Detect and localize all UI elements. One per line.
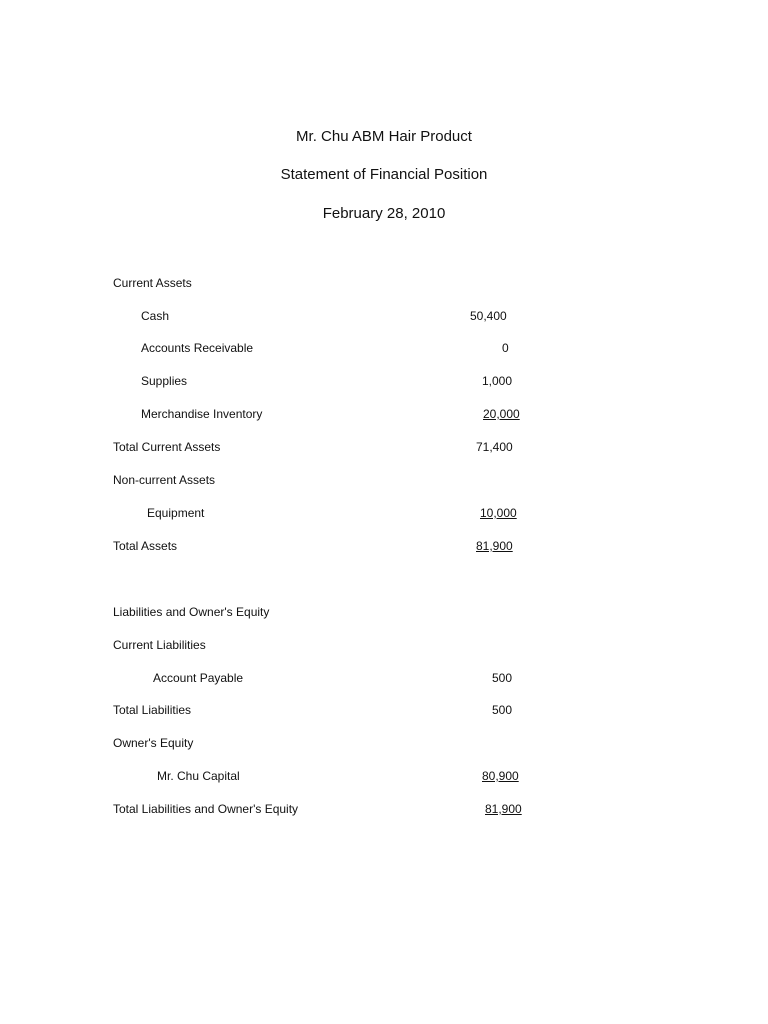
- line-item-account-payable: [0, 670, 768, 686]
- total-current-assets-label: Total Current Assets: [113, 440, 221, 454]
- current-assets-heading-row: [0, 275, 768, 291]
- line-item-amount: 1,000: [482, 374, 513, 388]
- total-assets-amount: 81,900: [476, 539, 513, 553]
- line-item-label: Merchandise Inventory: [141, 407, 263, 421]
- statement-title: Statement of Financial Position: [280, 166, 488, 183]
- line-item-amount: 500: [492, 671, 513, 685]
- line-item-amount: 80,900: [482, 769, 519, 783]
- line-item-accounts-receivable: [0, 340, 768, 356]
- line-item-amount: 20,000: [483, 407, 520, 421]
- noncurrent-assets-heading-row: [0, 472, 768, 488]
- total-liabilities-equity-row: [0, 801, 768, 817]
- line-item-label: Account Payable: [153, 671, 244, 685]
- current-assets-heading: Current Assets: [113, 276, 192, 290]
- line-item-equipment: [0, 505, 768, 521]
- line-item-label: Mr. Chu Capital: [157, 769, 240, 783]
- total-assets-label: Total Assets: [113, 539, 178, 553]
- company-name: Mr. Chu ABM Hair Product: [296, 128, 472, 145]
- line-item-label: Supplies: [141, 374, 188, 388]
- line-item-supplies: [0, 373, 768, 389]
- line-item-amount: 10,000: [480, 506, 517, 520]
- line-item-amount: 0: [502, 341, 509, 355]
- total-liabilities-equity-amount: 81,900: [485, 802, 522, 816]
- current-liabilities-heading: Current Liabilities: [113, 638, 206, 652]
- noncurrent-assets-heading: Non-current Assets: [113, 473, 216, 487]
- line-item-label: Equipment: [147, 506, 205, 520]
- line-item-merchandise-inventory: [0, 406, 768, 422]
- liabilities-equity-heading-row: [0, 604, 768, 620]
- owners-equity-heading-row: [0, 735, 768, 751]
- line-item-mr-chu-capital: [0, 768, 768, 784]
- owners-equity-heading: Owner's Equity: [113, 736, 194, 750]
- total-liabilities-row: [0, 702, 768, 718]
- total-liabilities-equity-label: Total Liabilities and Owner's Equity: [113, 802, 299, 816]
- statement-date: February 28, 2010: [322, 205, 446, 222]
- total-assets-row: [0, 538, 768, 554]
- total-current-assets-row: [0, 439, 768, 455]
- liabilities-equity-heading: Liabilities and Owner's Equity: [113, 605, 270, 619]
- current-liabilities-heading-row: [0, 637, 768, 653]
- total-current-assets-amount: 71,400: [476, 440, 513, 454]
- total-liabilities-label: Total Liabilities: [113, 703, 192, 717]
- line-item-label: Accounts Receivable: [141, 341, 254, 355]
- line-item-cash: [0, 308, 768, 324]
- total-liabilities-amount: 500: [492, 703, 513, 717]
- line-item-label: Cash: [141, 309, 170, 323]
- line-item-amount: 50,400: [470, 309, 507, 323]
